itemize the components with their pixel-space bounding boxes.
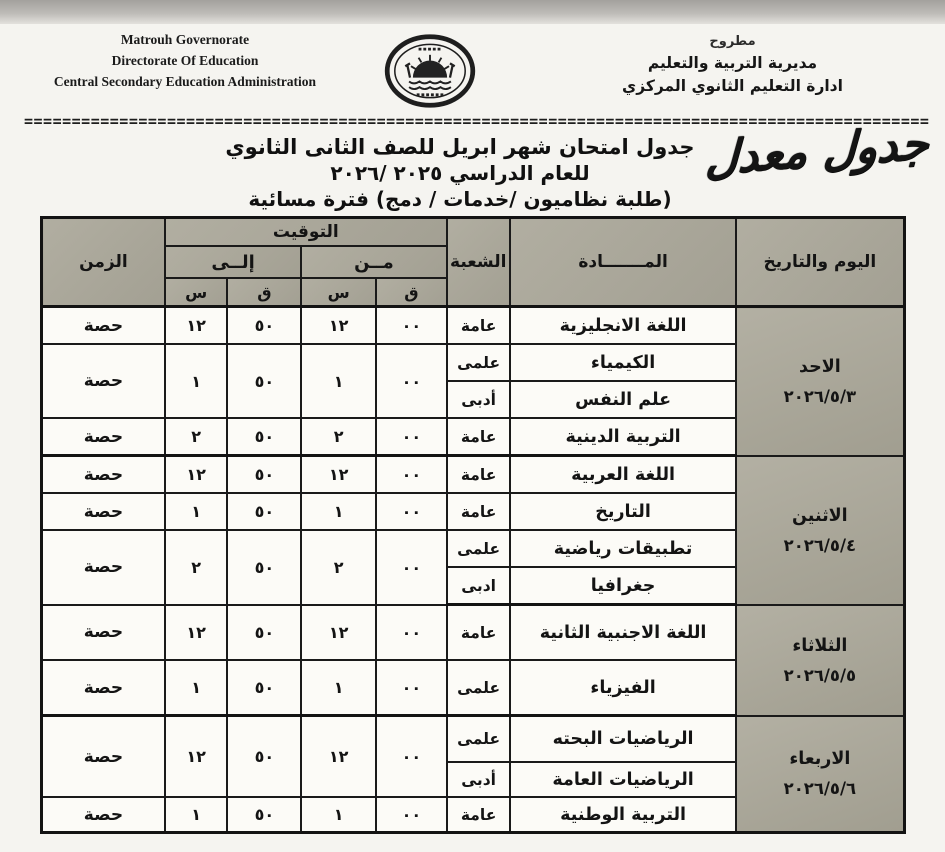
- header-to: إلــى: [165, 246, 301, 278]
- handwritten-note: جدول معدل: [704, 116, 930, 185]
- time-to-minutes: ٥٠: [227, 344, 301, 418]
- subject-cell: التربية الوطنية: [510, 797, 735, 833]
- time-from-minutes: ٠٠: [376, 456, 447, 494]
- emblem-container: [340, 32, 520, 114]
- time-to-hours: ٢: [165, 418, 228, 456]
- time-to-minutes: ٥٠: [227, 605, 301, 661]
- time-from-hours: ١٢: [301, 307, 376, 345]
- subject-cell: اللغة الانجليزية: [510, 307, 735, 345]
- header-to-minutes: ق: [227, 278, 301, 307]
- duration-cell: حصة: [42, 493, 165, 530]
- header-section: الشعبة: [447, 218, 511, 307]
- letterhead: [0, 30, 945, 114]
- header-to-hours: س: [165, 278, 228, 307]
- day-date: ٢٠٢٦/٥/٥: [783, 665, 857, 685]
- time-from-minutes: ٠٠: [376, 605, 447, 661]
- time-from-hours: ١: [301, 344, 376, 418]
- arabic-header-text: [520, 32, 945, 98]
- time-from-hours: ١٢: [301, 456, 376, 494]
- schedule-row: [42, 716, 905, 763]
- duration-cell: حصة: [42, 530, 165, 605]
- time-to-hours: ١٢: [165, 605, 228, 661]
- time-from-hours: ٢: [301, 418, 376, 456]
- section-cell: عامة: [447, 307, 511, 345]
- subject-cell: الفيزياء: [510, 660, 735, 716]
- time-from-minutes: ٠٠: [376, 797, 447, 833]
- exam-title: [140, 134, 780, 212]
- english-header-line: Matrouh Governorate: [120, 32, 250, 47]
- time-from-minutes: ٠٠: [376, 716, 447, 798]
- duration-cell: حصة: [42, 344, 165, 418]
- time-from-hours: ٢: [301, 530, 376, 605]
- day-date-cell: [736, 716, 905, 833]
- day-date: ٢٠٢٦/٥/٣: [783, 386, 857, 406]
- dashed-separator: ===============================================================================================: [24, 112, 929, 130]
- section-cell: عامة: [447, 418, 511, 456]
- english-header-line: Directorate Of Education: [111, 52, 259, 68]
- header-from-minutes: ق: [376, 278, 447, 307]
- header-from-hours: س: [301, 278, 376, 307]
- exam-schedule-table: [40, 216, 906, 834]
- section-cell: علمى: [447, 530, 511, 567]
- section-cell: عامة: [447, 797, 511, 833]
- schedule-row: [42, 605, 905, 661]
- subject-cell: التربية الدينية: [510, 418, 735, 456]
- duration-cell: حصة: [42, 418, 165, 456]
- subject-cell: اللغة الاجنبية الثانية: [510, 605, 735, 661]
- ministry-emblem-icon: [382, 32, 478, 110]
- time-to-hours: ١٢: [165, 456, 228, 494]
- time-from-minutes: ٠٠: [376, 307, 447, 345]
- subject-cell: الكيمياء: [510, 344, 735, 381]
- time-from-minutes: ٠٠: [376, 493, 447, 530]
- schedule-row: [42, 456, 905, 494]
- subject-cell: الرياضيات العامة: [510, 762, 735, 797]
- subject-cell: التاريخ: [510, 493, 735, 530]
- time-to-hours: ١: [165, 797, 228, 833]
- day-date: ٢٠٢٦/٥/٤: [783, 535, 857, 555]
- time-to-hours: ١٢: [165, 716, 228, 798]
- subject-cell: تطبيقات رياضية: [510, 530, 735, 567]
- duration-cell: حصة: [42, 797, 165, 833]
- day-date-cell: [736, 605, 905, 716]
- subject-cell: جغرافيا: [510, 567, 735, 605]
- exam-title-line2: للعام الدراسي ٢٠٢٥ /٢٠٢٦: [330, 161, 590, 186]
- day-name: الاحد: [798, 356, 841, 377]
- schedule-row: [42, 307, 905, 345]
- day-name: الاربعاء: [789, 749, 851, 770]
- time-to-hours: ١: [165, 344, 228, 418]
- scanner-edge-artifact: [0, 0, 945, 24]
- duration-cell: حصة: [42, 605, 165, 661]
- day-date: ٢٠٢٦/٥/٦: [783, 779, 857, 799]
- time-to-minutes: ٥٠: [227, 307, 301, 345]
- section-cell: أدبى: [447, 762, 511, 797]
- day-date-cell: [736, 307, 905, 456]
- time-to-hours: ١: [165, 493, 228, 530]
- exam-title-line3: (طلبة نظاميون /خدمات / دمج) فترة مسائية: [248, 187, 672, 212]
- section-cell: عامة: [447, 493, 511, 530]
- time-from-hours: ١: [301, 797, 376, 833]
- subject-cell: علم النفس: [510, 381, 735, 418]
- time-to-hours: ٢: [165, 530, 228, 605]
- time-to-hours: ١: [165, 660, 228, 716]
- time-to-minutes: ٥٠: [227, 660, 301, 716]
- arabic-header-line: ادارة التعليم الثانوي المركزي: [622, 76, 843, 95]
- header-duration: الزمن: [42, 218, 165, 307]
- header-timing: التوقيت: [165, 218, 447, 247]
- subject-cell: الرياضيات البحته: [510, 716, 735, 763]
- time-from-minutes: ٠٠: [376, 530, 447, 605]
- header-subject: المـــــــادة: [510, 218, 735, 307]
- day-name: الثلاثاء: [792, 635, 848, 656]
- time-to-hours: ١٢: [165, 307, 228, 345]
- time-from-minutes: ٠٠: [376, 660, 447, 716]
- section-cell: علمى: [447, 344, 511, 381]
- section-cell: عامة: [447, 605, 511, 661]
- time-from-hours: ١٢: [301, 605, 376, 661]
- schedule-body: [42, 307, 905, 833]
- section-cell: ادبى: [447, 567, 511, 605]
- time-from-minutes: ٠٠: [376, 344, 447, 418]
- duration-cell: حصة: [42, 660, 165, 716]
- section-cell: علمى: [447, 716, 511, 763]
- time-from-hours: ١: [301, 660, 376, 716]
- header-day-date: اليوم والتاريخ: [736, 218, 905, 307]
- duration-cell: حصة: [42, 456, 165, 494]
- section-cell: عامة: [447, 456, 511, 494]
- time-to-minutes: ٥٠: [227, 716, 301, 798]
- time-to-minutes: ٥٠: [227, 797, 301, 833]
- day-date-cell: [736, 456, 905, 605]
- duration-cell: حصة: [42, 307, 165, 345]
- time-to-minutes: ٥٠: [227, 493, 301, 530]
- time-from-hours: ١٢: [301, 716, 376, 798]
- duration-cell: حصة: [42, 716, 165, 798]
- subject-cell: اللغة العربية: [510, 456, 735, 494]
- schedule-header: [42, 218, 905, 307]
- arabic-header-line: مديرية التربية والتعليم: [647, 53, 818, 72]
- day-name: الاثنين: [792, 505, 848, 526]
- arabic-header-line: مطروح: [709, 34, 756, 49]
- section-cell: أدبى: [447, 381, 511, 418]
- time-to-minutes: ٥٠: [227, 530, 301, 605]
- time-to-minutes: ٥٠: [227, 418, 301, 456]
- time-to-minutes: ٥٠: [227, 456, 301, 494]
- english-header-text: [30, 30, 340, 93]
- header-from: مــن: [301, 246, 447, 278]
- time-from-hours: ١: [301, 493, 376, 530]
- time-from-minutes: ٠٠: [376, 418, 447, 456]
- exam-title-line1: جدول امتحان شهر ابريل للصف الثانى الثانوي: [225, 135, 695, 159]
- section-cell: علمى: [447, 660, 511, 716]
- english-header-line: Central Secondary Education Administration: [53, 73, 317, 89]
